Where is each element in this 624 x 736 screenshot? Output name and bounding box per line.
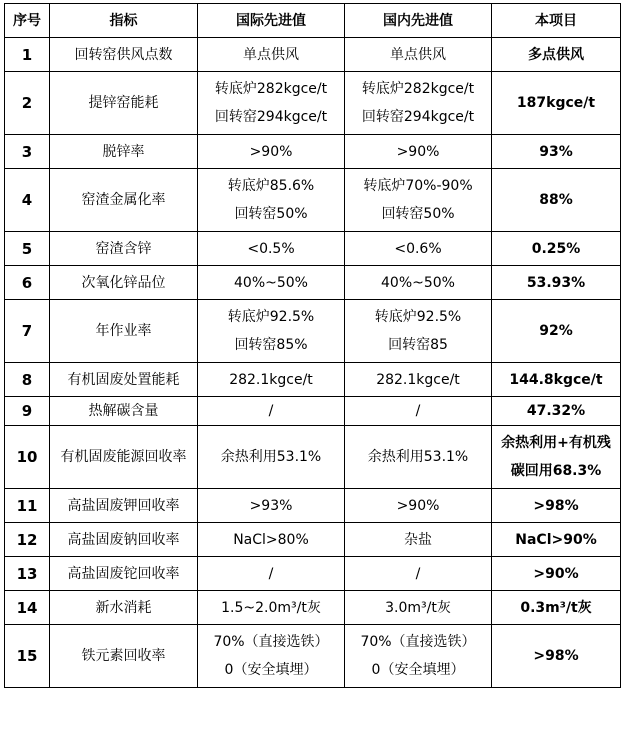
domestic-value-line: 282.1kgce/t [376,371,460,388]
table-body [5,38,621,688]
project-value-line: 47.32% [526,403,586,419]
international-value-line: 转底炉85.6% [227,178,315,194]
project-value-line: 93% [539,143,573,160]
international-value-cell [198,169,345,232]
indicator-cell: 高盐固废钠回收率 [50,523,198,557]
domestic-value-cell [345,232,492,266]
table-row [5,426,621,489]
international-value-line: / [268,565,274,582]
domestic-value-line: >90% [396,497,440,514]
international-value-line: 余热利用53.1% [220,449,322,465]
comparison-table [4,3,621,688]
domestic-value-line: >90% [396,143,440,160]
table-row [5,266,621,300]
indicator-cell: 窑渣金属化率 [50,169,198,232]
row-number-cell: 12 [5,523,50,557]
project-value-cell [492,489,621,523]
project-value-line: >98% [533,648,579,664]
project-value-line: 0.25% [531,240,581,257]
project-value-cell [492,363,621,397]
international-value-line: / [268,403,274,419]
project-value-cell [492,591,621,625]
indicator-cell: 提锌窑能耗 [50,72,198,135]
domestic-value-line: 转底炉92.5% [374,309,462,325]
international-value-line: NaCl>80% [233,531,309,548]
international-value-cell [198,625,345,688]
header-cell-international: 国际先进值 [198,4,345,38]
international-value-line: 0（安全填埋） [224,662,318,678]
international-value-line: >90% [249,143,293,160]
table-row [5,625,621,688]
domestic-value-cell [345,169,492,232]
header-cell-project: 本项目 [492,4,621,38]
row-number-cell: 1 [5,38,50,72]
project-value-line: >98% [533,497,579,514]
international-value-line: 回转窑50% [234,206,308,222]
row-number-cell: 7 [5,300,50,363]
domestic-value-cell [345,426,492,489]
project-value-cell [492,169,621,232]
project-value-cell [492,625,621,688]
row-number-cell: 13 [5,557,50,591]
project-value-cell [492,38,621,72]
indicator-cell: 铁元素回收率 [50,625,198,688]
table-row [5,523,621,557]
international-value-cell [198,266,345,300]
project-value-line: 53.93% [526,274,586,291]
project-value-cell [492,232,621,266]
international-value-line: 1.5~2.0m³/t灰 [221,599,321,616]
domestic-value-cell [345,38,492,72]
international-value-cell [198,489,345,523]
international-value-cell [198,38,345,72]
indicator-cell: 高盐固废钾回收率 [50,489,198,523]
indicator-cell: 次氧化锌品位 [50,266,198,300]
domestic-value-line: <0.6% [394,240,442,257]
international-value-cell [198,523,345,557]
domestic-value-line: 70%（直接选铁） [360,634,476,650]
international-value-line: 单点供风 [243,46,299,63]
indicator-cell: 回转窑供风点数 [50,38,198,72]
project-value-line: 187kgce/t [516,95,596,111]
header-cell-indicator: 指标 [50,4,198,38]
domestic-value-line: / [415,565,421,582]
comparison-table-container [4,3,621,688]
indicator-cell: 有机固废能源回收率 [50,426,198,489]
international-value-line: 回转窑294kgce/t [214,109,328,125]
project-value-cell [492,523,621,557]
international-value-line: <0.5% [247,240,295,257]
project-value-line: 92% [539,323,573,339]
domestic-value-line: 40%~50% [381,274,455,291]
header-cell-no: 序号 [5,4,50,38]
domestic-value-line: 3.0m³/t灰 [385,599,451,616]
international-value-cell [198,300,345,363]
international-value-line: 回转窑85% [234,337,308,353]
project-value-cell [492,300,621,363]
domestic-value-line: 转底炉282kgce/t [361,81,475,97]
domestic-value-line: 0（安全填埋） [371,662,465,678]
row-number-cell: 3 [5,135,50,169]
row-number-cell: 2 [5,72,50,135]
project-value-cell [492,266,621,300]
domestic-value-line: / [415,403,421,419]
international-value-line: 282.1kgce/t [229,371,313,388]
project-value-cell [492,397,621,426]
indicator-cell: 高盐固废铊回收率 [50,557,198,591]
table-row [5,591,621,625]
table-row [5,300,621,363]
indicator-cell: 新水消耗 [50,591,198,625]
table-row [5,135,621,169]
row-number-cell: 5 [5,232,50,266]
international-value-line: 40%~50% [234,274,308,291]
indicator-cell: 窑渣含锌 [50,232,198,266]
row-number-cell: 11 [5,489,50,523]
header-row [5,4,621,38]
international-value-line: 70%（直接选铁） [213,634,329,650]
project-value-cell [492,72,621,135]
indicator-cell: 脱锌率 [50,135,198,169]
international-value-line: 转底炉282kgce/t [214,81,328,97]
international-value-cell [198,135,345,169]
domestic-value-cell [345,557,492,591]
international-value-line: >93% [249,497,293,514]
row-number-cell: 6 [5,266,50,300]
international-value-cell [198,426,345,489]
project-value-cell [492,426,621,489]
domestic-value-line: 回转窑85 [388,337,448,353]
domestic-value-line: 转底炉70%-90% [363,178,473,194]
header-cell-domestic: 国内先进值 [345,4,492,38]
domestic-value-cell [345,523,492,557]
international-value-cell [198,397,345,426]
domestic-value-line: 余热利用53.1% [367,449,469,465]
project-value-cell [492,557,621,591]
indicator-cell: 热解碳含量 [50,397,198,426]
international-value-cell [198,72,345,135]
project-value-line: 144.8kgce/t [509,371,603,388]
table-row [5,363,621,397]
table-row [5,169,621,232]
table-row [5,489,621,523]
domestic-value-cell [345,363,492,397]
indicator-cell: 年作业率 [50,300,198,363]
domestic-value-cell [345,397,492,426]
domestic-value-cell [345,489,492,523]
domestic-value-line: 杂盐 [404,531,432,548]
row-number-cell: 15 [5,625,50,688]
domestic-value-cell [345,266,492,300]
project-value-line: 碳回用68.3% [510,463,602,479]
domestic-value-line: 回转窑294kgce/t [361,109,475,125]
domestic-value-cell [345,72,492,135]
row-number-cell: 4 [5,169,50,232]
international-value-cell [198,591,345,625]
domestic-value-cell [345,135,492,169]
domestic-value-cell [345,625,492,688]
table-row [5,72,621,135]
table-row [5,557,621,591]
row-number-cell: 8 [5,363,50,397]
domestic-value-cell [345,300,492,363]
domestic-value-line: 回转窑50% [381,206,455,222]
domestic-value-line: 单点供风 [390,46,446,63]
row-number-cell: 9 [5,397,50,426]
project-value-line: >90% [533,565,579,582]
international-value-cell [198,232,345,266]
table-row [5,397,621,426]
project-value-line: 0.3m³/t灰 [520,599,592,616]
domestic-value-cell [345,591,492,625]
row-number-cell: 10 [5,426,50,489]
international-value-cell [198,363,345,397]
table-row [5,38,621,72]
table-row [5,232,621,266]
indicator-cell: 有机固废处置能耗 [50,363,198,397]
row-number-cell: 14 [5,591,50,625]
project-value-line: 余热利用+有机残 [501,435,611,451]
project-value-line: NaCl>90% [515,531,597,548]
project-value-line: 88% [539,192,573,208]
project-value-line: 多点供风 [528,46,584,63]
international-value-line: 转底炉92.5% [227,309,315,325]
international-value-cell [198,557,345,591]
project-value-cell [492,135,621,169]
